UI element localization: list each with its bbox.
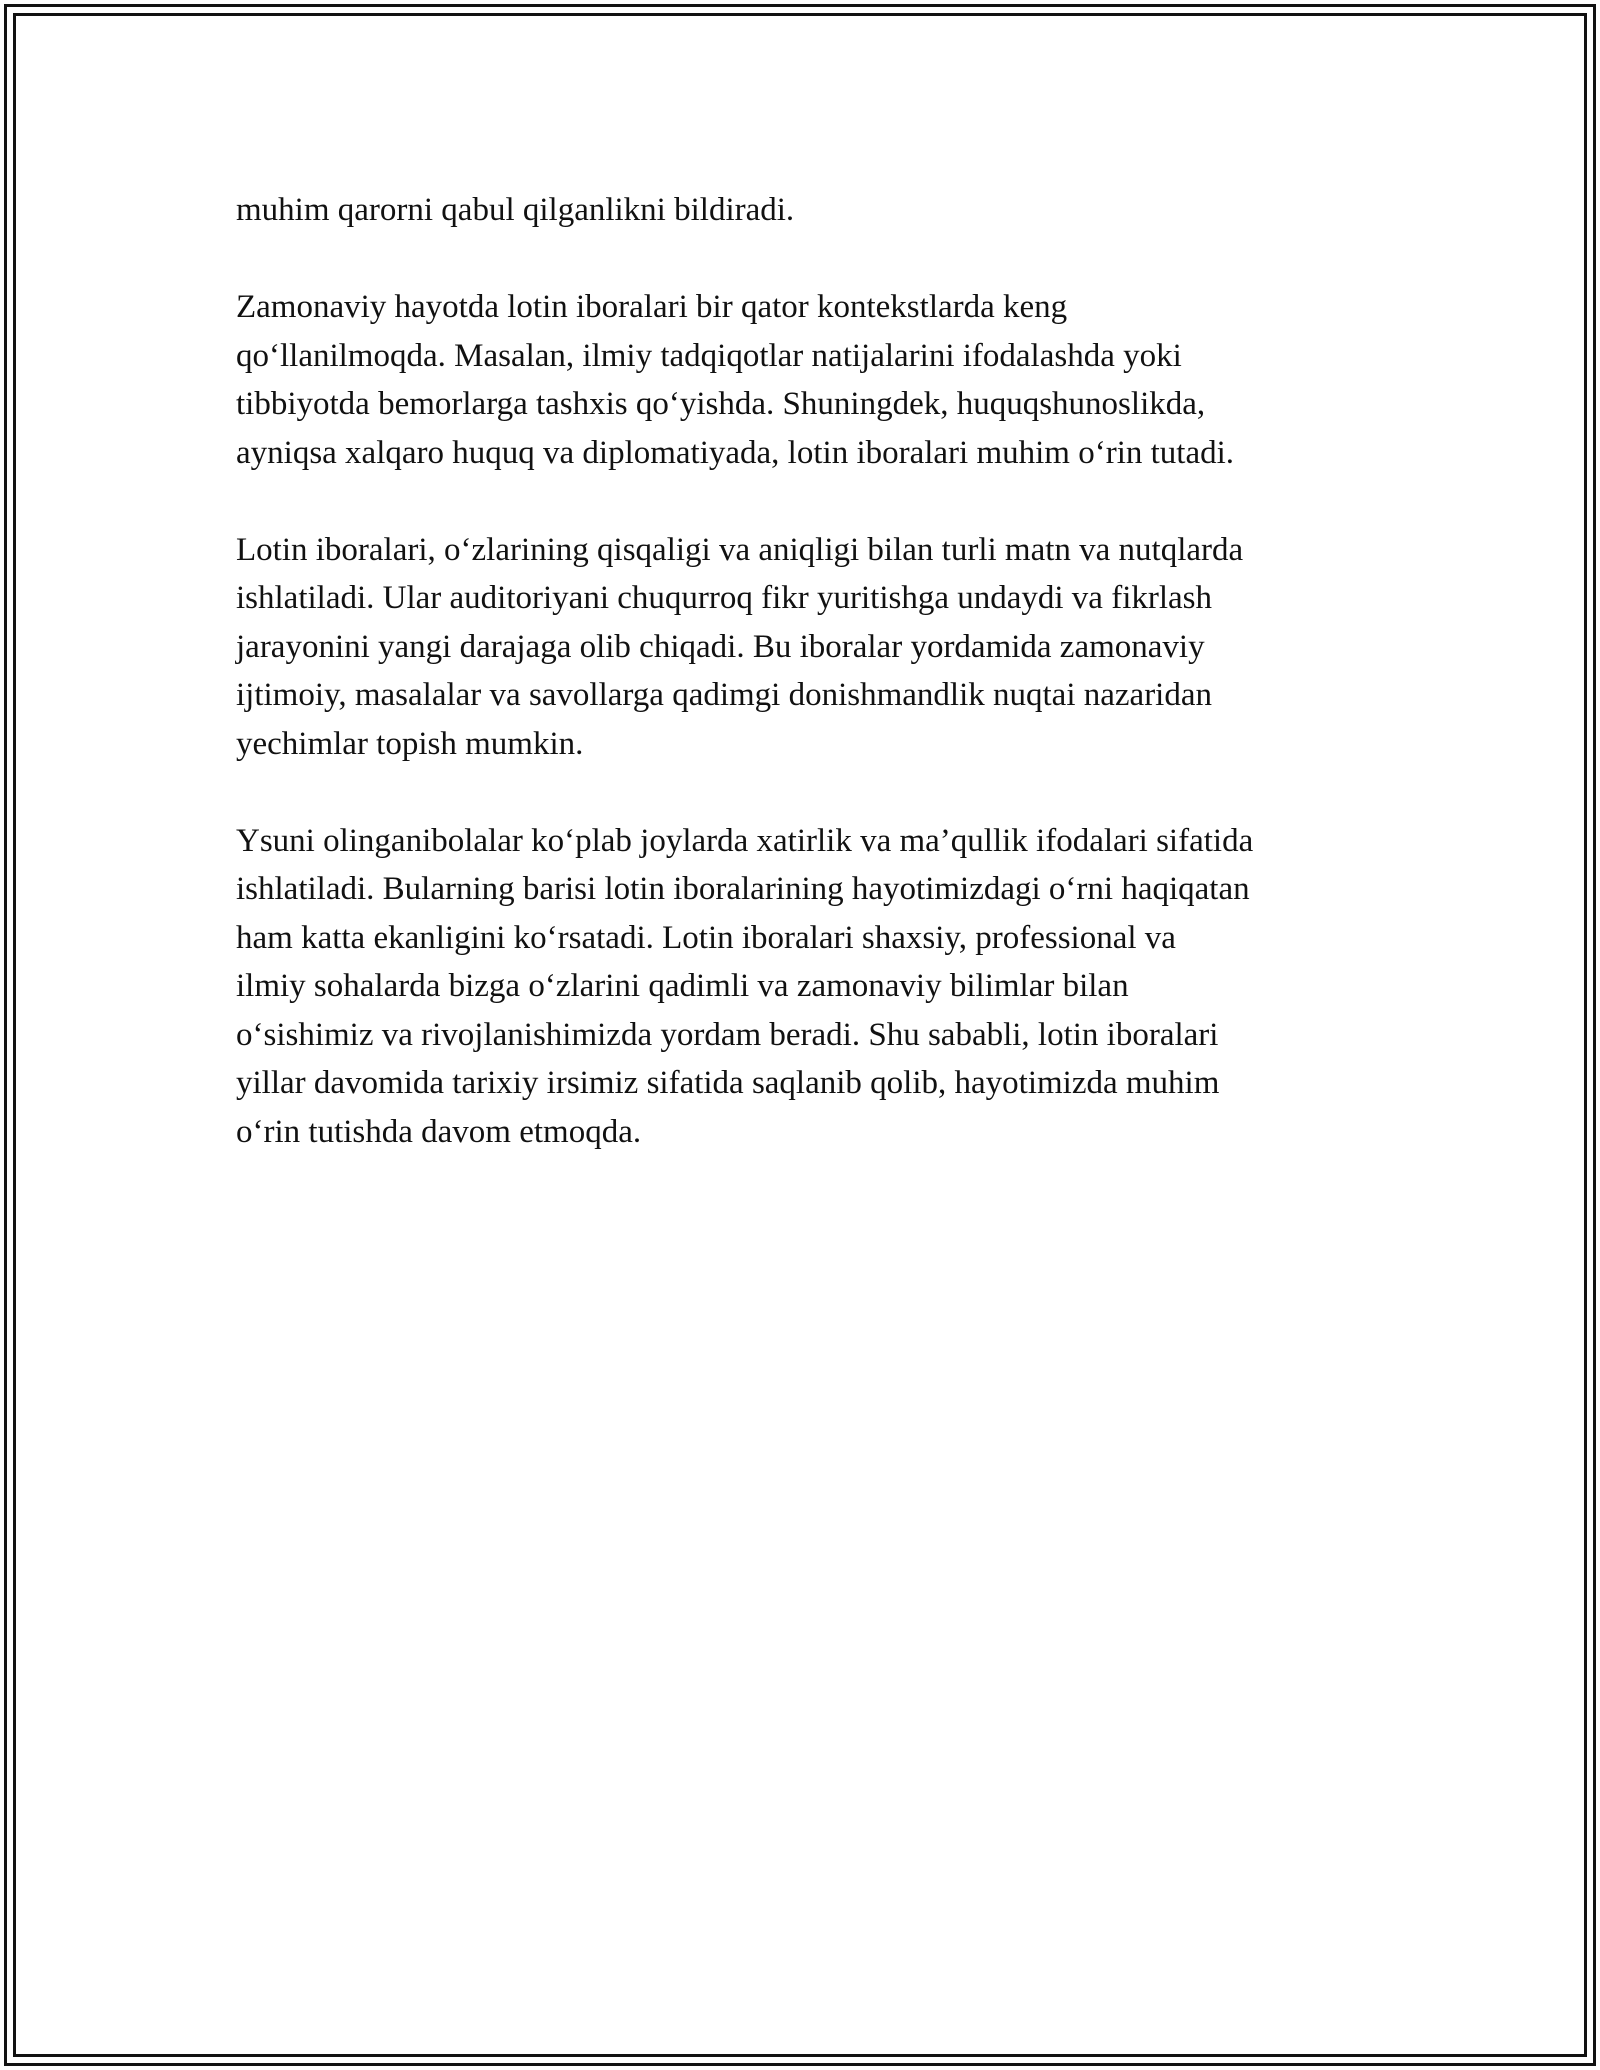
paragraph-4: Ysuni olinganibolalar ko‘plab joylarda xatirlik va ma’qullik ifodalari sifatida ishlatiladi. Bularning barisi lotin iboralarining hayotimizdagi o‘rni haqiqatan ham katta ekanligini ko‘rsatadi. Lotin iboralari shaxsiy, professional va ilmiy sohalarda bizga o‘zlarini qadimli va zamonaviy bilimlar bilan o‘sishimiz va rivojlanishimizda yordam beradi. Shu sababli, lotin iboralari yillar davomida tarixiy irsimiz sifatida saqlanib qolib, hayotimizda muhim o‘rin tutishda davom etmoqda. (236, 822, 1254, 1150)
document-body (236, 186, 1386, 1205)
paragraph-1: muhim qarorni qabul qilganlikni bildiradi. (236, 192, 795, 228)
paragraph-2: Zamonaviy hayotda lotin iboralari bir qator kontekstlarda keng qo‘llanilmoqda. Masalan, ilmiy tadqiqotlar natijalarini ifodalashda yoki tibbiyotda bemorlarga tashxis qo‘yishda. Shuningdek, huquqshunoslikda, ayniqsa xalqaro huquq va diplomatiyada, lotin iboralari muhim o‘rin tutadi. (236, 289, 1235, 471)
paragraph-3: Lotin iboralari, o‘zlarining qisqaligi va aniqligi bilan turli matn va nutqlarda ishlatiladi. Ular auditoriyani chuqurroq fikr yuritishga undaydi va fikrlash jarayonini yangi darajaga olib chiqadi. Bu iboralar yordamida zamonaviy ijtimoiy, masalalar va savollarga qadimgi donishmandlik nuqtai nazaridan yechimlar topish mumkin. (236, 531, 1244, 762)
